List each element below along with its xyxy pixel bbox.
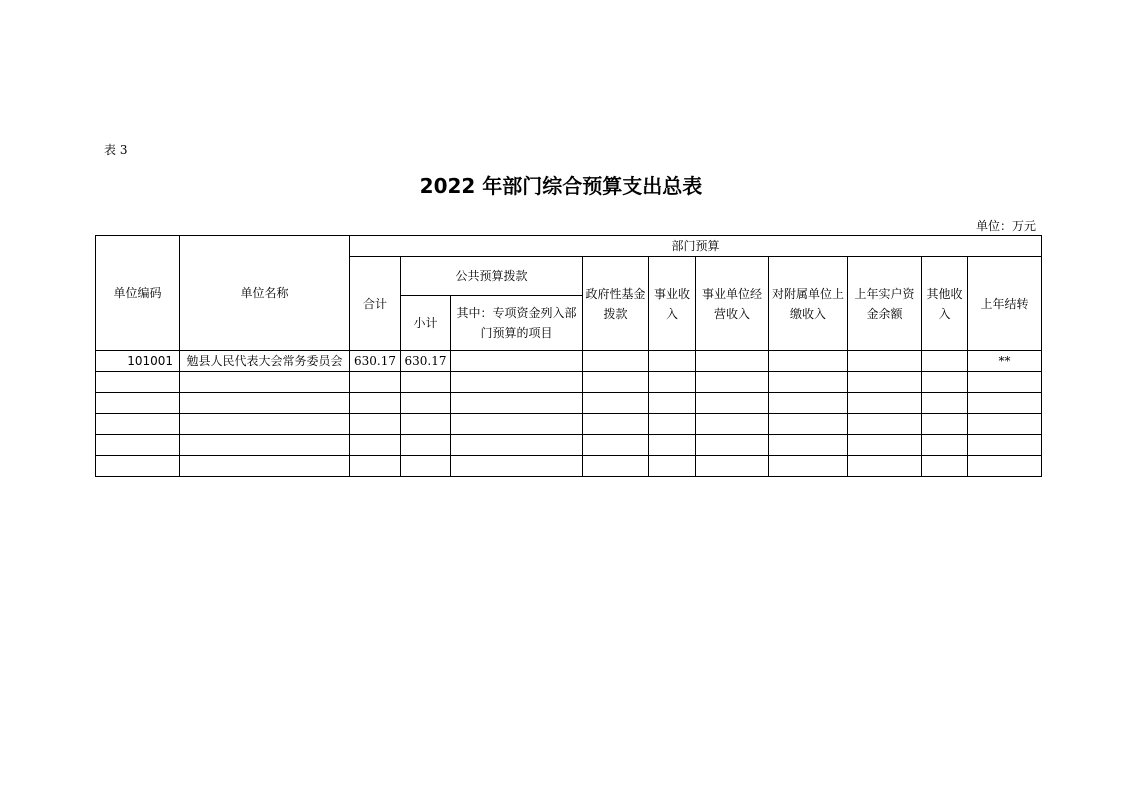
table-number: 表 3 bbox=[104, 143, 128, 157]
cell-business-income bbox=[649, 351, 696, 372]
cell-prev-year-balance bbox=[848, 351, 922, 372]
header-business-income: 事业收入 bbox=[649, 257, 696, 351]
header-dept-budget: 部门预算 bbox=[350, 236, 1042, 257]
header-unit-code: 单位编码 bbox=[96, 236, 180, 351]
empty-row bbox=[96, 372, 1042, 393]
table-row bbox=[96, 351, 1042, 372]
page-title: 2022 年部门综合预算支出总表 bbox=[419, 174, 703, 198]
cell-subtotal: 630.17 bbox=[401, 351, 451, 372]
cell-code: 101001 bbox=[96, 351, 180, 372]
cell-special-funds bbox=[451, 351, 583, 372]
empty-row bbox=[96, 393, 1042, 414]
header-business-unit-income: 事业单位经营收入 bbox=[696, 257, 769, 351]
empty-row bbox=[96, 456, 1042, 477]
header-subordinate-income: 对附属单位上缴收入 bbox=[769, 257, 848, 351]
cell-business-unit-income bbox=[696, 351, 769, 372]
header-prev-year-balance: 上年实户资金余额 bbox=[848, 257, 922, 351]
header-subtotal: 小计 bbox=[401, 296, 451, 351]
cell-total: 630.17 bbox=[350, 351, 401, 372]
budget-table bbox=[95, 235, 1042, 477]
empty-row bbox=[96, 435, 1042, 456]
header-total: 合计 bbox=[350, 257, 401, 351]
header-prev-year-carry: 上年结转 bbox=[968, 257, 1042, 351]
cell-other-income bbox=[922, 351, 968, 372]
cell-subordinate-income bbox=[769, 351, 848, 372]
unit-label: 单位：万元 bbox=[975, 219, 1036, 233]
cell-name: 勉县人民代表大会常务委员会 bbox=[180, 351, 350, 372]
header-gov-fund: 政府性基金拨款 bbox=[583, 257, 649, 351]
cell-prev-year-carry: ** bbox=[968, 351, 1042, 372]
header-other-income: 其他收入 bbox=[922, 257, 968, 351]
empty-row bbox=[96, 414, 1042, 435]
header-special-funds: 其中：专项资金列入部门预算的项目 bbox=[451, 296, 583, 351]
header-unit-name: 单位名称 bbox=[180, 236, 350, 351]
header-public-budget: 公共预算拨款 bbox=[401, 257, 583, 296]
cell-gov-fund bbox=[583, 351, 649, 372]
